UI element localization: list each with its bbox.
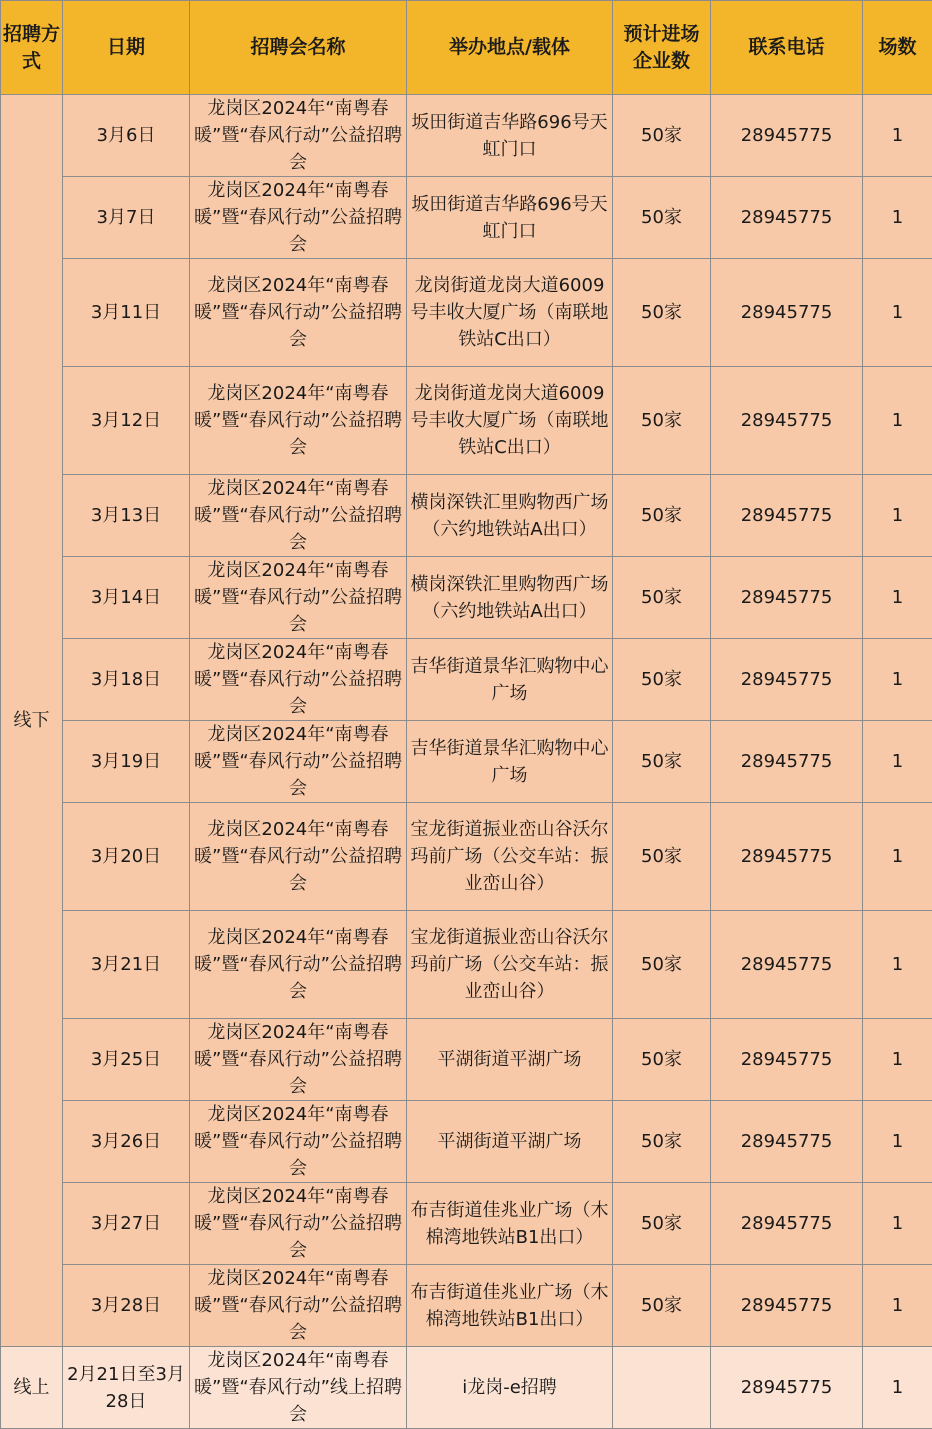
sessions-cell: 1 bbox=[863, 367, 932, 475]
table-row bbox=[1, 1347, 932, 1429]
table-row bbox=[1, 803, 932, 911]
sessions-cell: 1 bbox=[863, 1265, 932, 1347]
header-date: 日期 bbox=[63, 1, 190, 95]
companies-cell: 50家 bbox=[613, 177, 711, 259]
companies-cell: 50家 bbox=[613, 95, 711, 177]
sessions-cell: 1 bbox=[863, 721, 932, 803]
name-cell: 龙岗区2024年“南粤春暖”暨“春风行动”公益招聘会 bbox=[190, 367, 407, 475]
method-cell-online: 线上 bbox=[1, 1347, 63, 1429]
venue-cell: 横岗深铁汇里购物西广场（六约地铁站A出口） bbox=[407, 475, 613, 557]
header-companies: 预计进场企业数 bbox=[613, 1, 711, 95]
companies-cell: 50家 bbox=[613, 1265, 711, 1347]
sessions-cell: 1 bbox=[863, 259, 932, 367]
method-cell-offline: 线下 bbox=[1, 95, 63, 1347]
phone-cell: 28945775 bbox=[711, 475, 863, 557]
name-cell: 龙岗区2024年“南粤春暖”暨“春风行动”公益招聘会 bbox=[190, 721, 407, 803]
phone-cell: 28945775 bbox=[711, 259, 863, 367]
name-cell: 龙岗区2024年“南粤春暖”暨“春风行动”公益招聘会 bbox=[190, 911, 407, 1019]
date-cell: 3月25日 bbox=[63, 1019, 190, 1101]
venue-cell: 吉华街道景华汇购物中心广场 bbox=[407, 721, 613, 803]
name-cell: 龙岗区2024年“南粤春暖”暨“春风行动”公益招聘会 bbox=[190, 177, 407, 259]
name-cell: 龙岗区2024年“南粤春暖”暨“春风行动”公益招聘会 bbox=[190, 557, 407, 639]
companies-cell: 50家 bbox=[613, 259, 711, 367]
table-row bbox=[1, 1183, 932, 1265]
phone-cell: 28945775 bbox=[711, 1019, 863, 1101]
name-cell: 龙岗区2024年“南粤春暖”暨“春风行动”公益招聘会 bbox=[190, 1183, 407, 1265]
phone-cell: 28945775 bbox=[711, 911, 863, 1019]
phone-cell: 28945775 bbox=[711, 1101, 863, 1183]
venue-cell: 横岗深铁汇里购物西广场（六约地铁站A出口） bbox=[407, 557, 613, 639]
sessions-cell: 1 bbox=[863, 557, 932, 639]
sessions-cell: 1 bbox=[863, 1101, 932, 1183]
sessions-cell: 1 bbox=[863, 475, 932, 557]
sessions-cell: 1 bbox=[863, 803, 932, 911]
table-row bbox=[1, 95, 932, 177]
date-cell: 3月7日 bbox=[63, 177, 190, 259]
companies-cell: 50家 bbox=[613, 639, 711, 721]
date-cell: 3月20日 bbox=[63, 803, 190, 911]
table-row bbox=[1, 259, 932, 367]
venue-cell: 坂田街道吉华路696号天虹门口 bbox=[407, 95, 613, 177]
table-row bbox=[1, 639, 932, 721]
phone-cell: 28945775 bbox=[711, 1183, 863, 1265]
table-row bbox=[1, 1265, 932, 1347]
date-cell: 3月14日 bbox=[63, 557, 190, 639]
name-cell: 龙岗区2024年“南粤春暖”暨“春风行动”公益招聘会 bbox=[190, 1101, 407, 1183]
venue-cell: 布吉街道佳兆业广场（木棉湾地铁站B1出口） bbox=[407, 1183, 613, 1265]
name-cell: 龙岗区2024年“南粤春暖”暨“春风行动”公益招聘会 bbox=[190, 1265, 407, 1347]
date-cell: 3月12日 bbox=[63, 367, 190, 475]
header-venue: 举办地点/载体 bbox=[407, 1, 613, 95]
sessions-cell: 1 bbox=[863, 1019, 932, 1101]
phone-cell: 28945775 bbox=[711, 557, 863, 639]
sessions-cell: 1 bbox=[863, 911, 932, 1019]
table-row bbox=[1, 475, 932, 557]
name-cell: 龙岗区2024年“南粤春暖”暨“春风行动”公益招聘会 bbox=[190, 259, 407, 367]
companies-cell: 50家 bbox=[613, 911, 711, 1019]
companies-cell: 50家 bbox=[613, 1183, 711, 1265]
offline-section bbox=[1, 95, 932, 1347]
sessions-cell: 1 bbox=[863, 639, 932, 721]
name-cell: 龙岗区2024年“南粤春暖”暨“春风行动”公益招聘会 bbox=[190, 95, 407, 177]
venue-cell: 布吉街道佳兆业广场（木棉湾地铁站B1出口） bbox=[407, 1265, 613, 1347]
venue-cell: 吉华街道景华汇购物中心广场 bbox=[407, 639, 613, 721]
name-cell: 龙岗区2024年“南粤春暖”暨“春风行动”线上招聘会 bbox=[190, 1347, 407, 1429]
phone-cell: 28945775 bbox=[711, 1347, 863, 1429]
name-cell: 龙岗区2024年“南粤春暖”暨“春风行动”公益招聘会 bbox=[190, 639, 407, 721]
phone-cell: 28945775 bbox=[711, 803, 863, 911]
header-sessions: 场数 bbox=[863, 1, 932, 95]
venue-cell: 平湖街道平湖广场 bbox=[407, 1101, 613, 1183]
date-cell: 2月21日至3月28日 bbox=[63, 1347, 190, 1429]
name-cell: 龙岗区2024年“南粤春暖”暨“春风行动”公益招聘会 bbox=[190, 1019, 407, 1101]
phone-cell: 28945775 bbox=[711, 177, 863, 259]
table-row bbox=[1, 177, 932, 259]
venue-cell: i龙岗-e招聘 bbox=[407, 1347, 613, 1429]
table-row bbox=[1, 557, 932, 639]
venue-cell: 宝龙街道振业峦山谷沃尔玛前广场（公交车站：振业峦山谷） bbox=[407, 803, 613, 911]
table-row bbox=[1, 367, 932, 475]
venue-cell: 平湖街道平湖广场 bbox=[407, 1019, 613, 1101]
header-name: 招聘会名称 bbox=[190, 1, 407, 95]
table-row bbox=[1, 1019, 932, 1101]
companies-cell bbox=[613, 1347, 711, 1429]
sessions-cell: 1 bbox=[863, 1347, 932, 1429]
date-cell: 3月11日 bbox=[63, 259, 190, 367]
table-row bbox=[1, 1101, 932, 1183]
name-cell: 龙岗区2024年“南粤春暖”暨“春风行动”公益招聘会 bbox=[190, 803, 407, 911]
phone-cell: 28945775 bbox=[711, 1265, 863, 1347]
table-row bbox=[1, 721, 932, 803]
date-cell: 3月26日 bbox=[63, 1101, 190, 1183]
date-cell: 3月18日 bbox=[63, 639, 190, 721]
venue-cell: 坂田街道吉华路696号天虹门口 bbox=[407, 177, 613, 259]
companies-cell: 50家 bbox=[613, 1019, 711, 1101]
companies-cell: 50家 bbox=[613, 475, 711, 557]
date-cell: 3月21日 bbox=[63, 911, 190, 1019]
phone-cell: 28945775 bbox=[711, 639, 863, 721]
companies-cell: 50家 bbox=[613, 557, 711, 639]
date-cell: 3月19日 bbox=[63, 721, 190, 803]
companies-cell: 50家 bbox=[613, 1101, 711, 1183]
name-cell: 龙岗区2024年“南粤春暖”暨“春风行动”公益招聘会 bbox=[190, 475, 407, 557]
sessions-cell: 1 bbox=[863, 1183, 932, 1265]
header-phone: 联系电话 bbox=[711, 1, 863, 95]
sessions-cell: 1 bbox=[863, 95, 932, 177]
phone-cell: 28945775 bbox=[711, 95, 863, 177]
sessions-cell: 1 bbox=[863, 177, 932, 259]
date-cell: 3月27日 bbox=[63, 1183, 190, 1265]
date-cell: 3月28日 bbox=[63, 1265, 190, 1347]
phone-cell: 28945775 bbox=[711, 721, 863, 803]
date-cell: 3月6日 bbox=[63, 95, 190, 177]
venue-cell: 龙岗街道龙岗大道6009号丰收大厦广场（南联地铁站C出口） bbox=[407, 367, 613, 475]
companies-cell: 50家 bbox=[613, 803, 711, 911]
header-row bbox=[1, 1, 932, 95]
companies-cell: 50家 bbox=[613, 367, 711, 475]
date-cell: 3月13日 bbox=[63, 475, 190, 557]
venue-cell: 宝龙街道振业峦山谷沃尔玛前广场（公交车站：振业峦山谷） bbox=[407, 911, 613, 1019]
table-row bbox=[1, 911, 932, 1019]
online-section bbox=[1, 1347, 932, 1429]
companies-cell: 50家 bbox=[613, 721, 711, 803]
header-method: 招聘方式 bbox=[1, 1, 63, 95]
phone-cell: 28945775 bbox=[711, 367, 863, 475]
venue-cell: 龙岗街道龙岗大道6009号丰收大厦广场（南联地铁站C出口） bbox=[407, 259, 613, 367]
